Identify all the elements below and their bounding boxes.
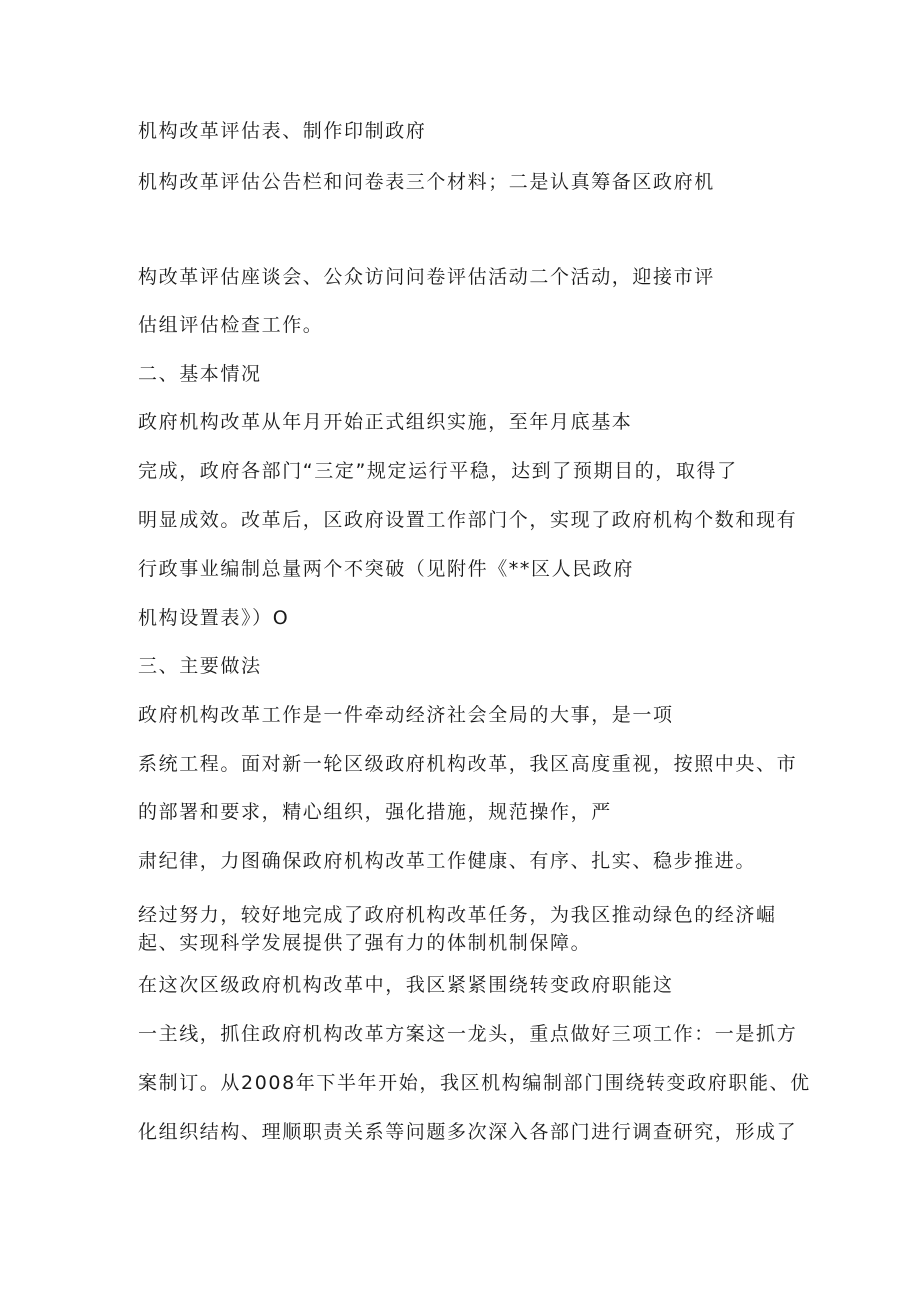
text-line: 经过努力，较好地完成了政府机构改革任务，为我区推动绿色的经济崛 (138, 904, 777, 926)
text-line: 的部署和要求，精心组织，强化措施，规范操作，严 (138, 801, 612, 823)
text-line: 机构改革评估表、制作印制政府 (138, 120, 427, 142)
section-heading: 三、主要做法 (138, 655, 262, 677)
text-line: 一主线，抓住政府机构改革方案这一龙头，重点做好三项工作：一是抓方 (138, 1023, 798, 1045)
text-line: 案制订。从2008年下半年开始，我区机构编制部门围绕转变政府职能、优 (138, 1072, 811, 1094)
text-line: 机构改革评估公告栏和问卷表三个材料；二是认真筹备区政府机 (138, 171, 715, 193)
text-line: 机构设置表》）O (138, 607, 290, 629)
text-line: 行政事业编制总量两个不突破（见附件《**区人民政府 (138, 558, 635, 580)
text-line: 起、实现科学发展提供了强有力的体制机制保障。 (138, 932, 592, 954)
text-line: 系统工程。面对新一轮区级政府机构改革，我区高度重视，按照中央、市 (138, 753, 798, 775)
text-line: 完成，政府各部门“三定”规定运行平稳，达到了预期目的，取得了 (138, 460, 738, 482)
text-line: 政府机构改革从年月开始正式组织实施，至年月底基本 (138, 411, 633, 433)
text-line: 在这次区级政府机构改革中，我区紧紧围绕转变政府职能这 (138, 974, 674, 996)
text-line: 政府机构改革工作是一件牵动经济社会全局的大事，是一项 (138, 704, 674, 726)
text-line: 肃纪律，力图确保政府机构改革工作健康、有序、扎实、稳步推进。 (138, 850, 757, 872)
text-line: 化组织结构、理顺职责关系等问题多次深入各部门进行调查研究，形成了 (138, 1121, 798, 1143)
text-line: 构改革评估座谈会、公众访问问卷评估活动二个活动，迎接市评 (138, 266, 715, 288)
section-heading: 二、基本情况 (138, 363, 262, 385)
text-line: 明显成效。改革后，区政府设置工作部门个，实现了政府机构个数和现有 (138, 509, 798, 531)
text-line: 估组评估检查工作。 (138, 314, 324, 336)
